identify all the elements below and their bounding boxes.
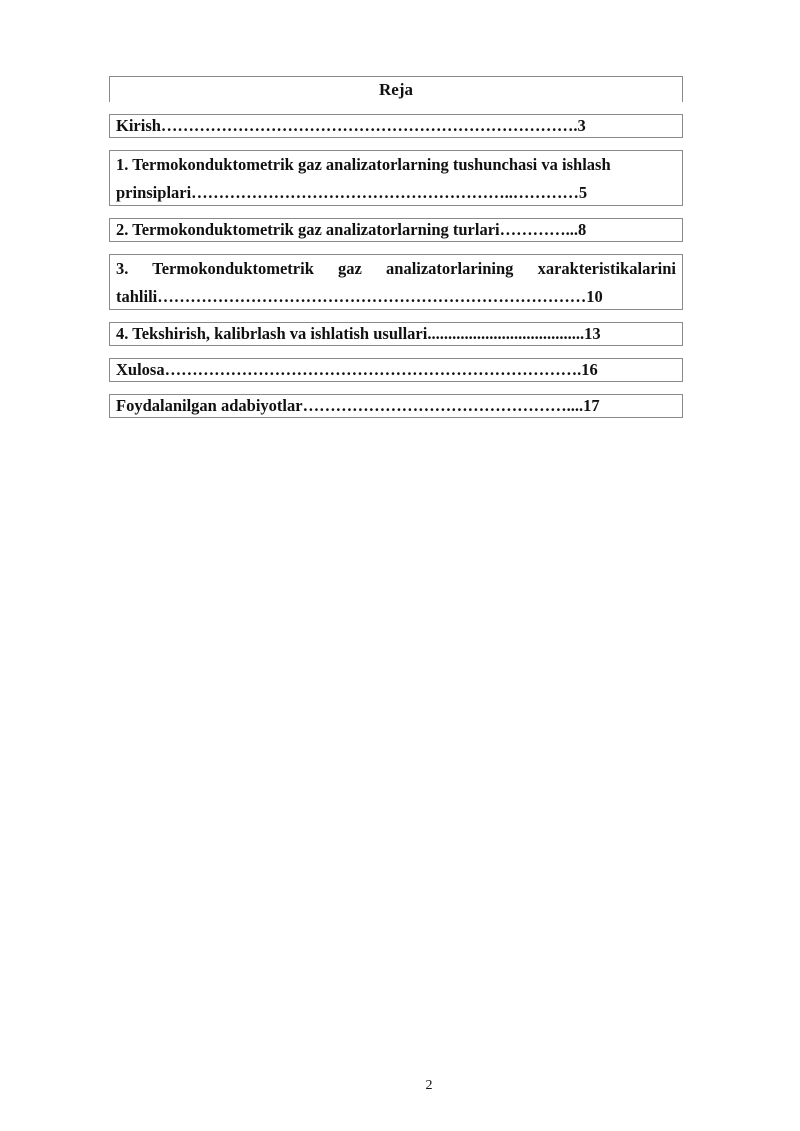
toc-entry-text: Foydalanilgan adabiyotlar…………………………………………....17 <box>116 396 600 415</box>
table-of-contents <box>109 76 683 418</box>
toc-entry-introduction <box>109 114 683 138</box>
toc-entry-text: 2. Termokonduktometrik gaz analizatorlarning turlari…………...8 <box>116 220 587 239</box>
toc-entry-text: tahlili……………………………………………………………………10 <box>116 287 603 306</box>
toc-title: Reja <box>109 76 683 102</box>
toc-entry-section-1 <box>109 150 683 206</box>
toc-entry-references <box>109 394 683 418</box>
toc-entry-text: 4. Tekshirish, kalibrlash va ishlatish usullari......................................13 <box>116 324 601 343</box>
toc-entry-conclusion <box>109 358 683 382</box>
toc-entry-text: Xulosa………………………………………………………………….16 <box>116 360 598 379</box>
toc-entry-text: 3. Termokonduktometrik gaz analizatorlarining xarakteristikalarini <box>116 259 676 278</box>
toc-entry-section-3 <box>109 254 683 310</box>
toc-entry-text: 1. Termokonduktometrik gaz analizatorlarning tushunchasi va ishlash <box>116 155 611 174</box>
toc-entry-text: Kirish………………………………………………………………….3 <box>116 116 586 135</box>
toc-entry-section-4 <box>109 322 683 346</box>
toc-entry-text: prinsiplari…………………………………………………..…………5 <box>116 183 588 202</box>
toc-entry-section-2 <box>109 218 683 242</box>
page-number: 2 <box>425 1078 433 1093</box>
